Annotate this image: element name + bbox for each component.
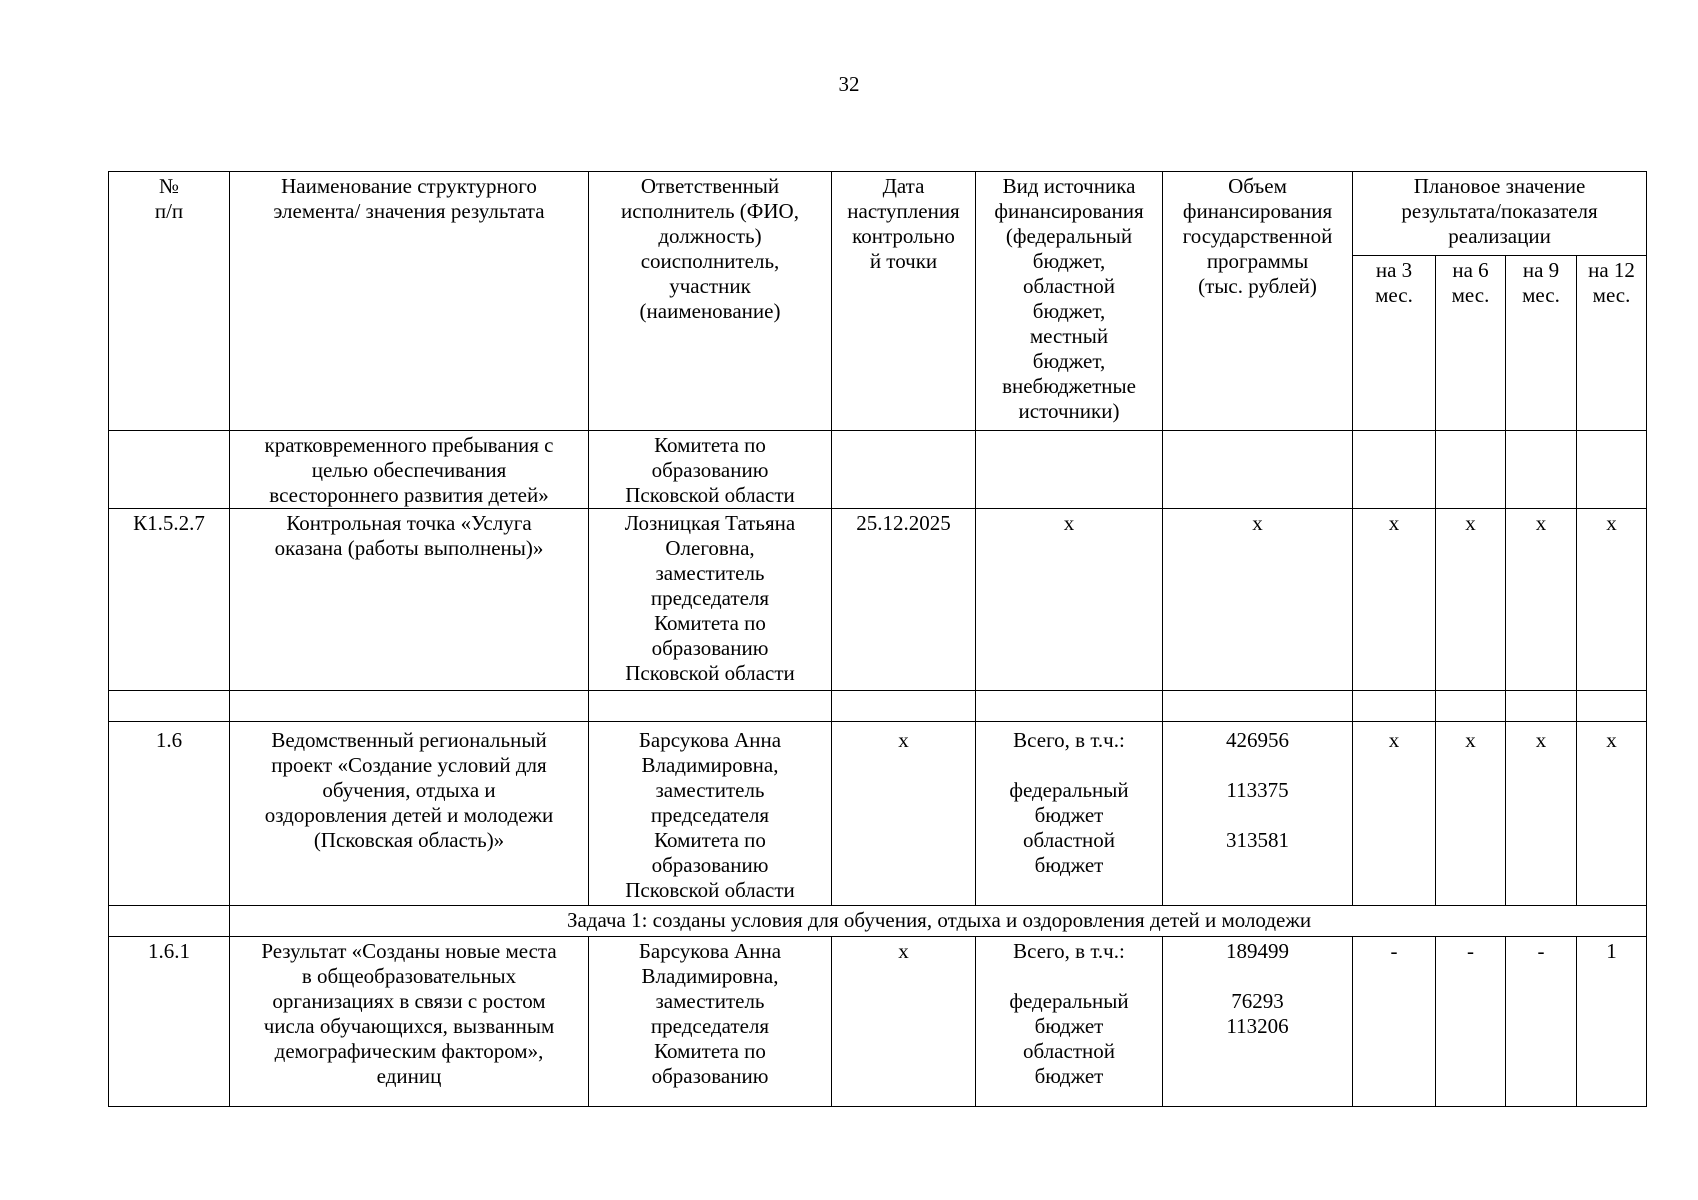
header-period-3: на 3 мес. <box>1353 256 1436 431</box>
empty-row <box>109 691 1647 722</box>
element-name: Результат «Созданы новые места в общеобразовательных организациях в связи с ростом числа обучающихся, вызванным демографическим фактором», единиц <box>230 937 589 1107</box>
plan-6-months: - <box>1436 937 1506 1107</box>
row-number: 1.6.1 <box>109 937 230 1107</box>
header-number: № п/п <box>109 172 230 431</box>
header-plan-value: Плановое значение результата/показателя реализации <box>1353 172 1647 256</box>
program-table <box>108 171 1647 1107</box>
table-row <box>109 509 1647 691</box>
table-row <box>109 722 1647 906</box>
executor: Комитета по образованию Псковской области <box>589 431 832 509</box>
plan-12-months: х <box>1577 509 1647 691</box>
executor: Барсукова Анна Владимировна, заместитель председателя Комитета по образованию Псковской области <box>589 722 832 906</box>
executor: Барсукова Анна Владимировна, заместитель председателя Комитета по образованию <box>589 937 832 1107</box>
plan-9-months: - <box>1506 937 1577 1107</box>
table-row <box>109 937 1647 1107</box>
funding-source: Всего, в т.ч.: федеральный бюджет областной бюджет <box>976 722 1163 906</box>
header-period-12: на 12 мес. <box>1577 256 1647 431</box>
header-period-9: на 9 мес. <box>1506 256 1577 431</box>
row-number: К1.5.2.7 <box>109 509 230 691</box>
header-period-6: на 6 мес. <box>1436 256 1506 431</box>
element-name: Контрольная точка «Услуга оказана (работы выполнены)» <box>230 509 589 691</box>
header-date: Дата наступления контрольно й точки <box>832 172 976 431</box>
element-name: кратковременного пребывания с целью обеспечивания всестороннего развития детей» <box>230 431 589 509</box>
plan-6-months: х <box>1436 509 1506 691</box>
element-name: Ведомственный региональный проект «Создание условий для обучения, отдыха и оздоровления детей и молодежи (Псковская область)» <box>230 722 589 906</box>
header-element-name: Наименование структурного элемента/ значения результата <box>230 172 589 431</box>
header-funding-source: Вид источника финансирования (федеральный бюджет, областной бюджет, местный бюджет, внебюджетные источники) <box>976 172 1163 431</box>
funding-source: Всего, в т.ч.: федеральный бюджет областной бюджет <box>976 937 1163 1107</box>
page-number: 32 <box>838 72 860 96</box>
funding-source: х <box>976 509 1163 691</box>
funding-amount: 426956 113375 313581 <box>1163 722 1353 906</box>
task-text: Задача 1: созданы условия для обучения, отдыха и оздоровления детей и молодежи <box>230 906 1647 937</box>
row-number: 1.6 <box>109 722 230 906</box>
plan-12-months: 1 <box>1577 937 1647 1107</box>
control-date: х <box>832 937 976 1107</box>
plan-3-months: х <box>1353 722 1436 906</box>
plan-9-months: х <box>1506 722 1577 906</box>
table-row <box>109 431 1647 509</box>
header-executor: Ответственный исполнитель (ФИО, должность) соисполнитель, участник (наименование) <box>589 172 832 431</box>
task-row <box>109 906 1647 937</box>
executor: Лозницкая Татьяна Олеговна, заместитель председателя Комитета по образованию Псковской области <box>589 509 832 691</box>
header-funding-amount: Объем финансирования государственной программы (тыс. рублей) <box>1163 172 1353 431</box>
plan-3-months: х <box>1353 509 1436 691</box>
control-date: 25.12.2025 <box>832 509 976 691</box>
funding-amount: х <box>1163 509 1353 691</box>
plan-9-months: х <box>1506 509 1577 691</box>
control-date: х <box>832 722 976 906</box>
plan-6-months: х <box>1436 722 1506 906</box>
plan-3-months: - <box>1353 937 1436 1107</box>
funding-amount: 189499 76293 113206 <box>1163 937 1353 1107</box>
plan-12-months: х <box>1577 722 1647 906</box>
header-row <box>109 172 1647 256</box>
